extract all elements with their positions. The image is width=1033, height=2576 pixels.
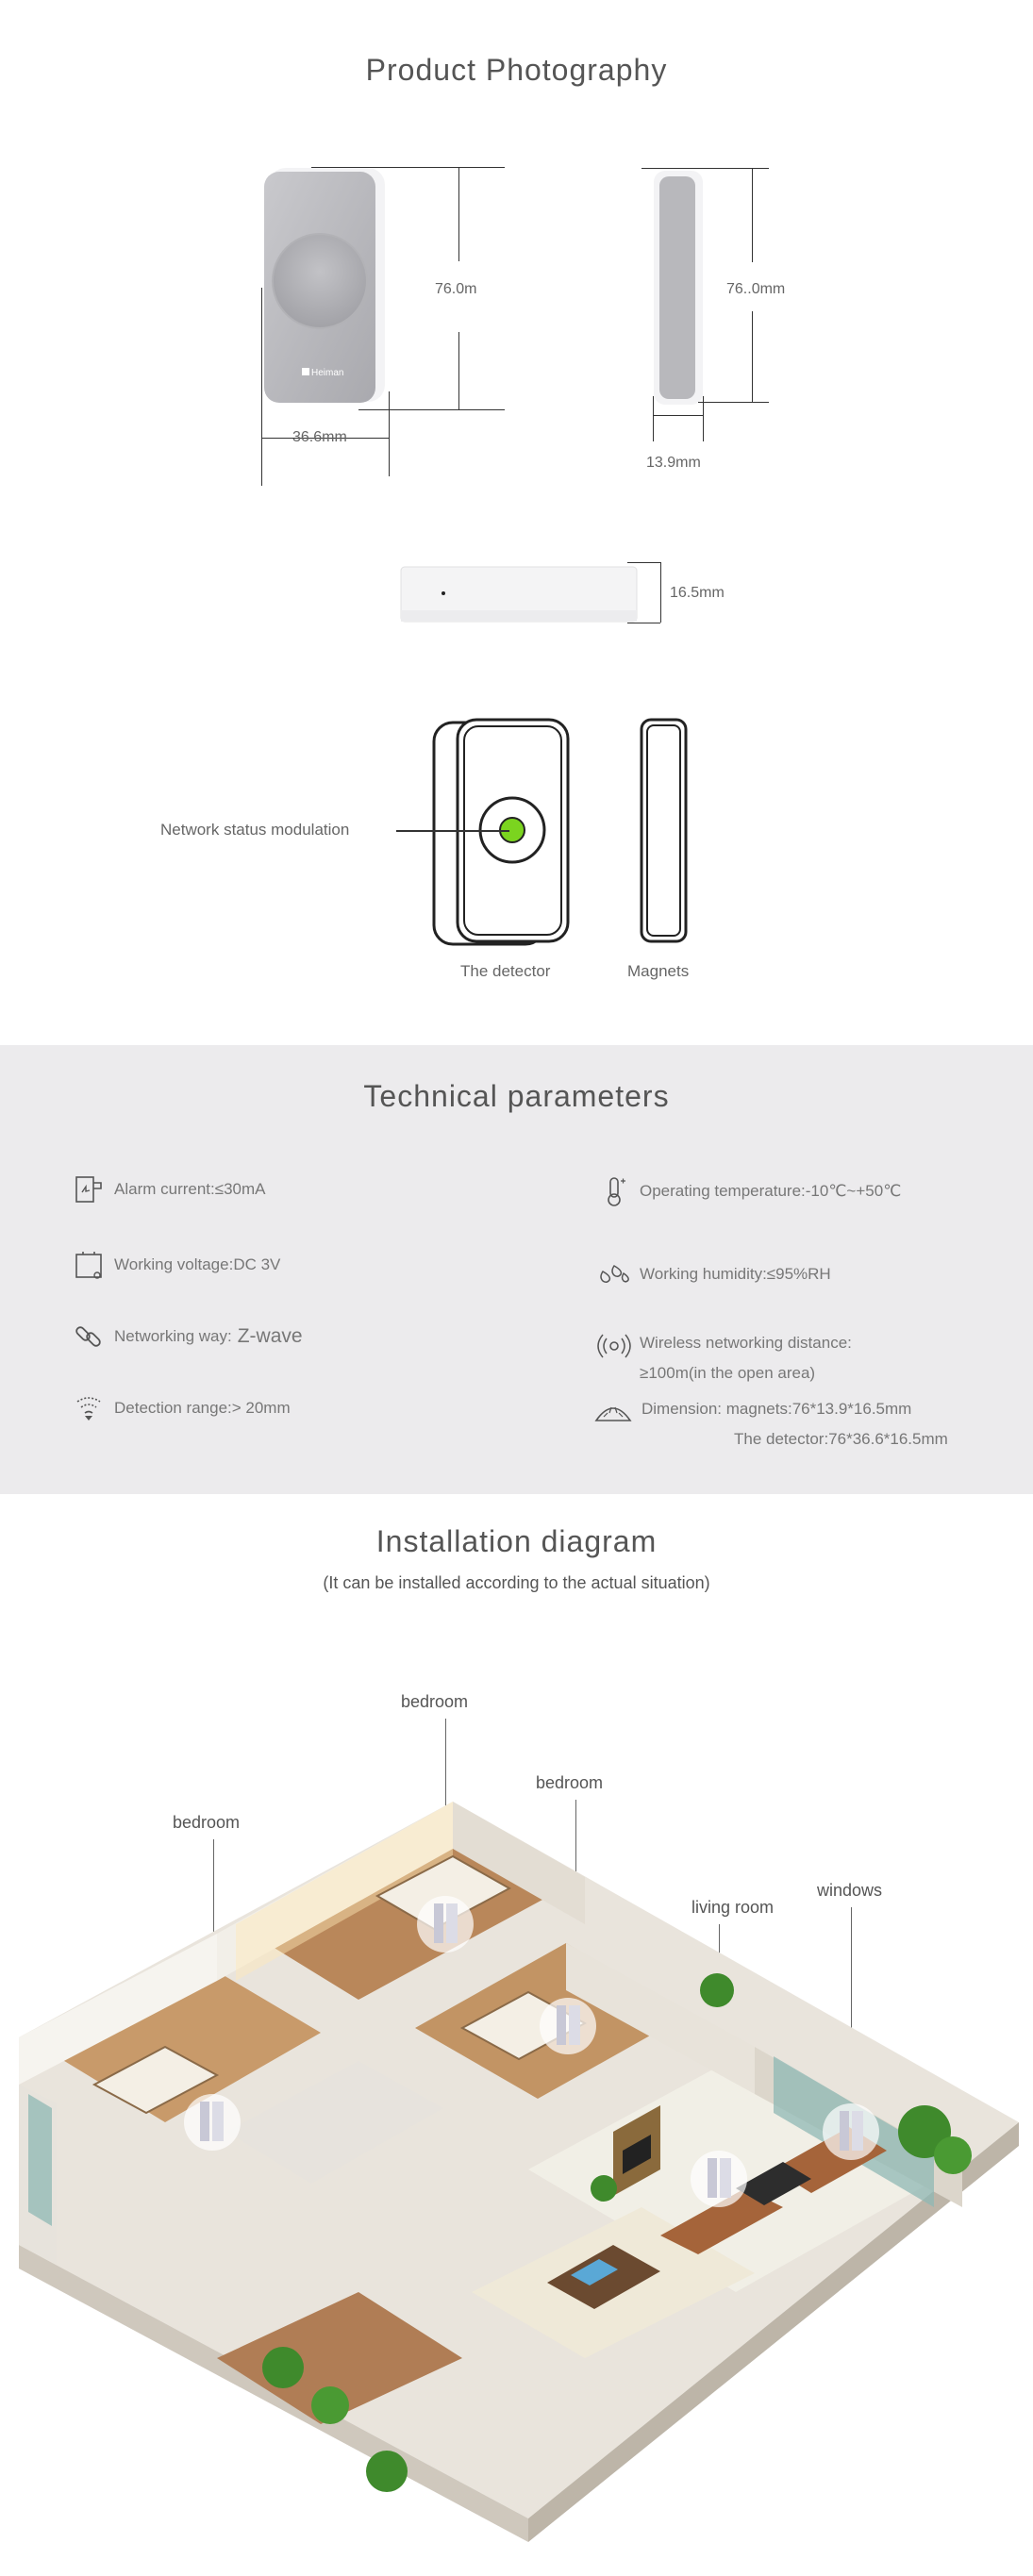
detection-range-icon <box>71 1390 107 1426</box>
bottom-thickness-label: 16.5mm <box>670 585 725 601</box>
dim-line <box>653 415 703 416</box>
front-height-label: 76.0m <box>435 281 477 297</box>
dim-line <box>653 396 654 441</box>
param-wireless-distance <box>596 1328 852 1383</box>
sensor-marker-icon <box>417 1896 474 1953</box>
param-value-detector: The detector:76*36.6*16.5mm <box>734 1430 948 1448</box>
param-value: ≤30mA <box>214 1180 266 1198</box>
dim-line <box>752 311 753 402</box>
sensor-marker-icon <box>184 2094 241 2151</box>
sensor-marker-icon <box>823 2103 879 2160</box>
detector-label: The detector <box>460 962 551 980</box>
voltage-icon <box>71 1247 107 1283</box>
param-label: Working voltage: <box>114 1255 234 1273</box>
dim-line <box>261 288 262 486</box>
param-value: -10℃~+50℃ <box>805 1182 902 1200</box>
side-width-label: 13.9mm <box>646 455 701 471</box>
photography-title: Product Photography <box>365 53 668 87</box>
param-value: ≥100m(in the open area) <box>640 1364 816 1382</box>
alarm-current-icon <box>71 1172 107 1207</box>
room-label-bedroom: bedroom <box>173 1813 241 1832</box>
param-value: Z-wave <box>237 1325 303 1347</box>
param-value: magnets:76*13.9*16.5mm <box>725 1400 912 1418</box>
param-label: Networking way: <box>114 1327 232 1345</box>
param-dimension <box>592 1394 948 1449</box>
brand-logo-text: Heiman <box>311 368 344 378</box>
param-label: Wireless networking distance: <box>640 1334 852 1352</box>
room-label-bedroom: bedroom <box>401 1692 469 1711</box>
param-networking-way <box>71 1319 303 1354</box>
dim-line <box>458 332 459 409</box>
magnets-label: Magnets <box>627 962 690 980</box>
status-label: Network status modulation <box>160 821 350 839</box>
wireless-icon <box>596 1328 632 1364</box>
param-label: Detection range: <box>114 1399 232 1417</box>
dim-line <box>703 396 704 441</box>
dim-line <box>358 409 505 410</box>
dim-line <box>627 562 660 563</box>
dimension-icon <box>592 1394 634 1430</box>
dim-line <box>660 562 661 623</box>
param-operating-temperature <box>596 1173 901 1209</box>
param-label: Alarm current: <box>114 1180 215 1198</box>
detector-line-diagram <box>429 717 712 953</box>
humidity-icon <box>596 1256 632 1292</box>
param-alarm-current <box>71 1172 266 1207</box>
param-working-voltage <box>71 1247 280 1283</box>
param-value: DC 3V <box>233 1255 281 1273</box>
bottom-view-image <box>396 561 660 632</box>
room-label-living-room: living room <box>691 1898 775 1917</box>
sensor-marker-icon <box>691 2151 747 2207</box>
param-working-humidity <box>596 1256 831 1292</box>
side-height-label: 76..0mm <box>726 281 786 297</box>
sensor-marker-icon <box>540 1998 596 2054</box>
dim-line <box>641 168 769 169</box>
room-label-windows: windows <box>817 1881 883 1900</box>
param-label: Dimension: <box>641 1400 726 1418</box>
param-value: ≤95%RH <box>766 1265 831 1283</box>
dim-line <box>458 167 459 261</box>
dim-line <box>752 168 753 262</box>
status-leader-line <box>396 830 509 832</box>
technical-parameters-section <box>0 1045 1033 1494</box>
side-magnet-image <box>646 165 722 410</box>
param-label: Operating temperature: <box>640 1182 806 1200</box>
tech-title: Technical parameters <box>363 1079 670 1113</box>
dim-line <box>389 391 390 476</box>
param-label: Working humidity: <box>640 1265 767 1283</box>
install-subtitle: (It can be installed according to the actual situation) <box>323 1573 710 1592</box>
param-value: > 20mm <box>231 1399 291 1417</box>
install-title: Installation diagram <box>375 1524 658 1558</box>
param-detection-range <box>71 1390 291 1426</box>
front-width-label: 36.6mm <box>292 429 347 445</box>
product-photography-section <box>0 0 1033 1019</box>
link-icon <box>71 1319 107 1354</box>
room-label-bedroom: bedroom <box>536 1773 604 1792</box>
dim-line <box>311 167 505 168</box>
house-illustration <box>0 1641 1033 2576</box>
thermometer-icon <box>596 1173 632 1209</box>
dim-line <box>698 402 769 403</box>
